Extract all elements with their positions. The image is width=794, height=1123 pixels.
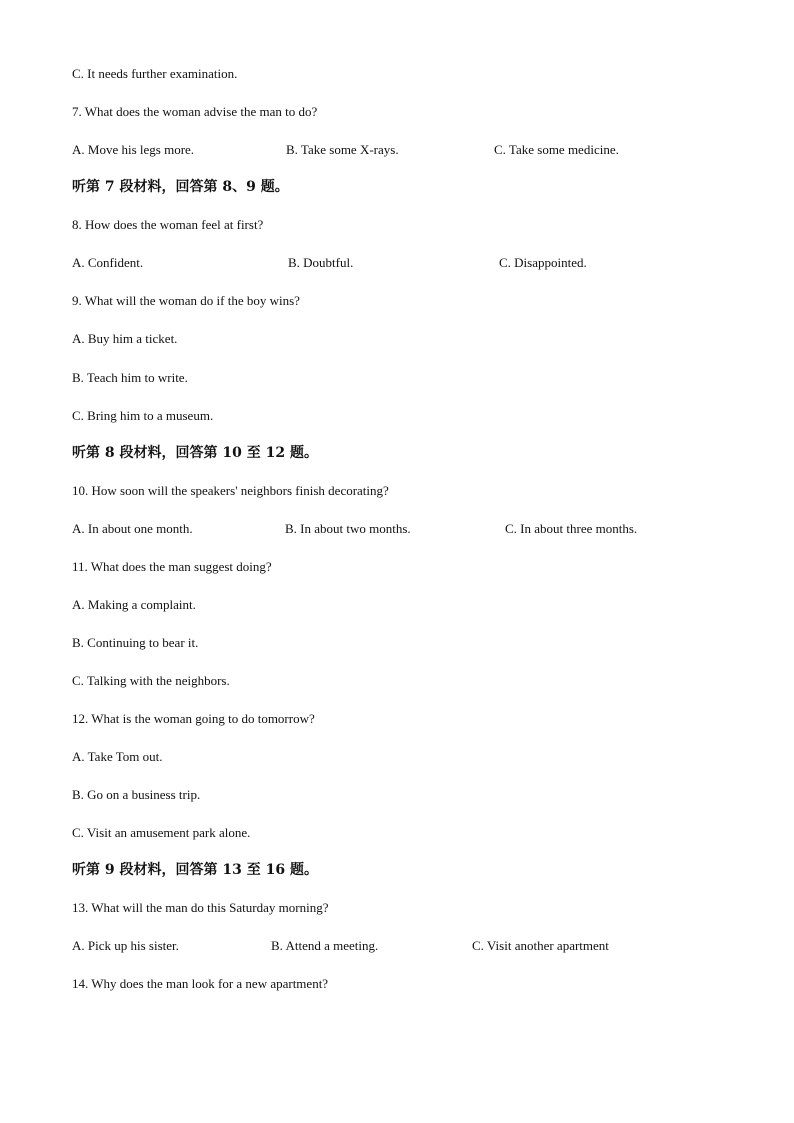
option-10a: A. In about one month.	[72, 521, 193, 536]
option-7a: A. Move his legs more.	[72, 142, 195, 157]
question-9: 9. What will the woman do if the boy wins?	[72, 293, 300, 308]
option-9c: C. Bring him to a museum.	[72, 408, 214, 423]
option-11b: B. Continuing to bear it.	[72, 635, 199, 650]
option-11a: A. Making a complaint.	[72, 597, 196, 612]
option-9a: A. Buy him a ticket.	[72, 331, 178, 346]
option-7c: C. Take some medicine.	[494, 142, 619, 157]
question-13: 13. What will the man do this Saturday morning?	[72, 900, 329, 915]
question-12: 12. What is the woman going to do tomorrow?	[72, 711, 315, 726]
question-14: 14. Why does the man look for a new apartment?	[72, 976, 329, 991]
option-8c: C. Disappointed.	[499, 255, 587, 270]
option-8b: B. Doubtful.	[288, 255, 354, 270]
question-7: 7. What does the woman advise the man to do?	[72, 104, 318, 119]
question-10: 10. How soon will the speakers' neighbors finish decorating?	[72, 483, 389, 498]
option-10c: C. In about three months.	[505, 521, 638, 536]
option-12c: C. Visit an amusement park alone.	[72, 825, 251, 840]
section-heading-7: 听第 7 段材料，回答第 8、9 题。	[72, 179, 289, 195]
option-8a: A. Confident.	[72, 255, 144, 270]
option-12b: B. Go on a business trip.	[72, 787, 201, 802]
option-9b: B. Teach him to write.	[72, 370, 188, 385]
option-13c: C. Visit another apartment	[472, 938, 609, 953]
question-11: 11. What does the man suggest doing?	[72, 559, 272, 574]
option-12a: A. Take Tom out.	[72, 749, 163, 764]
question-8: 8. How does the woman feel at first?	[72, 217, 264, 232]
option-13a: A. Pick up his sister.	[72, 938, 179, 953]
option-13b: B. Attend a meeting.	[271, 938, 379, 953]
option-7b: B. Take some X-rays.	[286, 142, 399, 157]
option-10b: B. In about two months.	[285, 521, 411, 536]
option-6c: C. It needs further examination.	[72, 66, 238, 81]
option-11c: C. Talking with the neighbors.	[72, 673, 230, 688]
section-heading-8: 听第 8 段材料，回答第 10 至 12 题。	[72, 445, 318, 461]
section-heading-9: 听第 9 段材料，回答第 13 至 16 题。	[72, 862, 318, 878]
